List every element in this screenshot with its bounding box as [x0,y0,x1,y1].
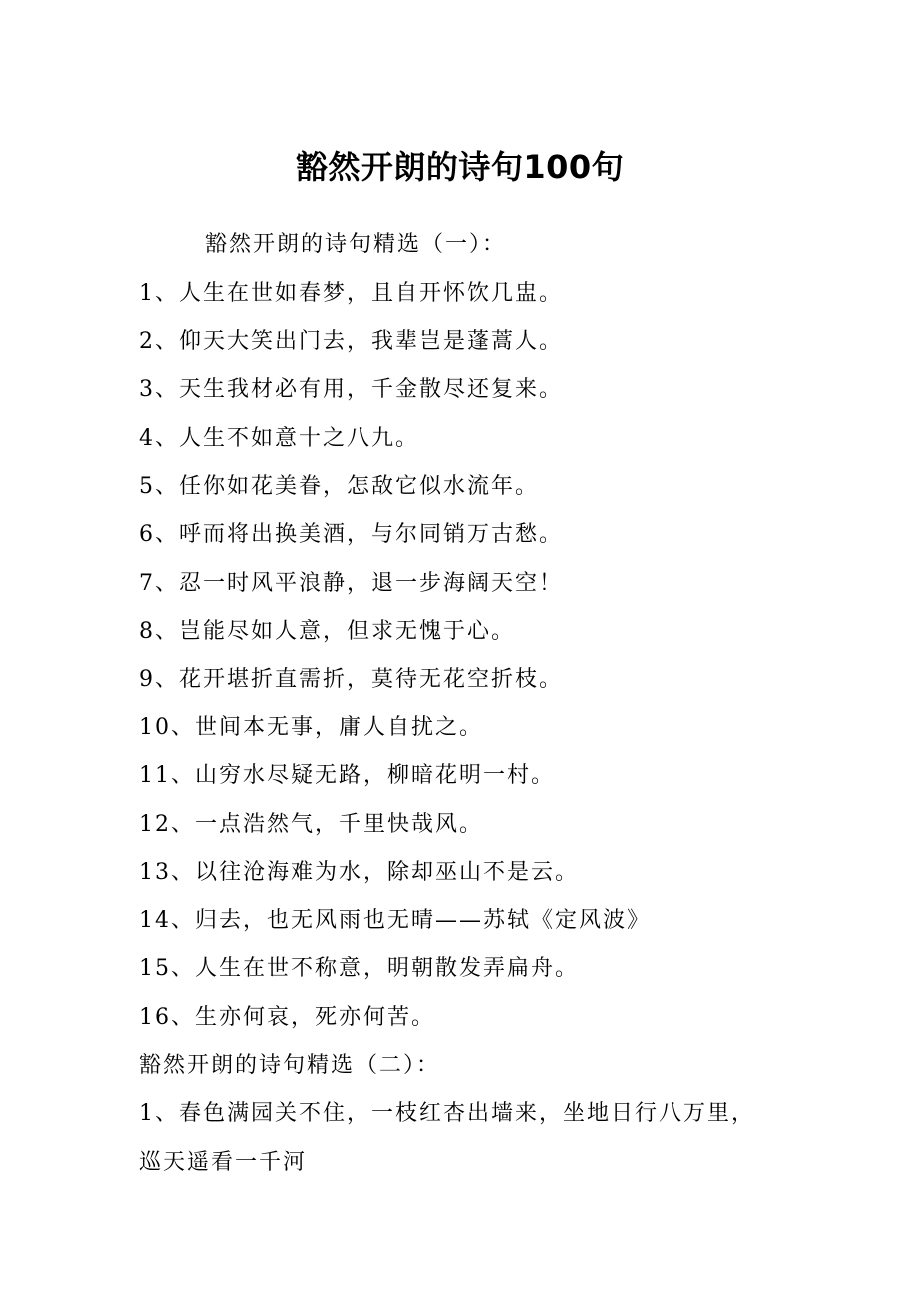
poem-line-1: 1、人生在世如春梦，且自开怀饮几盅。 [139,281,563,306]
poem-line-14: 14、归去，也无风雨也无晴——苏轼《定风波》 [139,908,651,933]
poem-line-6: 6、呼而将出换美酒，与尔同销万古愁。 [139,522,563,547]
page-title: 豁然开朗的诗句100句 [295,148,625,186]
poem-line-10: 10、世间本无事，庸人自扰之。 [139,715,483,740]
poem-line-9: 9、花开堪折直需折，莫待无花空折枝。 [139,667,563,692]
poem-line-13: 13、以往沧海难为水，除却巫山不是云。 [139,860,579,885]
poem-line-7: 7、忍一时风平浪静，退一步海阔天空！ [139,571,563,596]
poem-line-4: 4、人生不如意十之八九。 [139,426,419,451]
poem-line-11: 11、山穷水尽疑无路，柳暗花明一村。 [139,763,555,788]
poem-line-2: 2、仰天大笑出门去，我辈岂是蓬蒿人。 [139,329,563,354]
poem-line-15: 15、人生在世不称意，明朝散发弄扁舟。 [139,956,579,981]
poem-line-17: 1、春色满园关不住，一枝红杏出墙来，坐地日行八万里， [139,1101,755,1126]
poem-line-8: 8、岂能尽如人意，但求无愧于心。 [139,619,515,644]
poem-line-16: 16、生亦何哀，死亦何苦。 [139,1005,435,1030]
section-heading-2: 豁然开朗的诗句精选（二）： [139,1053,441,1078]
section-heading-1: 豁然开朗的诗句精选（一）： [205,232,507,257]
poem-line-12: 12、一点浩然气，千里快哉风。 [139,812,483,837]
poem-line-5: 5、任你如花美眷，怎敌它似水流年。 [139,474,539,499]
poem-line-18: 巡天遥看一千河 [139,1150,308,1175]
poem-line-3: 3、天生我材必有用，千金散尽还复来。 [139,377,563,402]
